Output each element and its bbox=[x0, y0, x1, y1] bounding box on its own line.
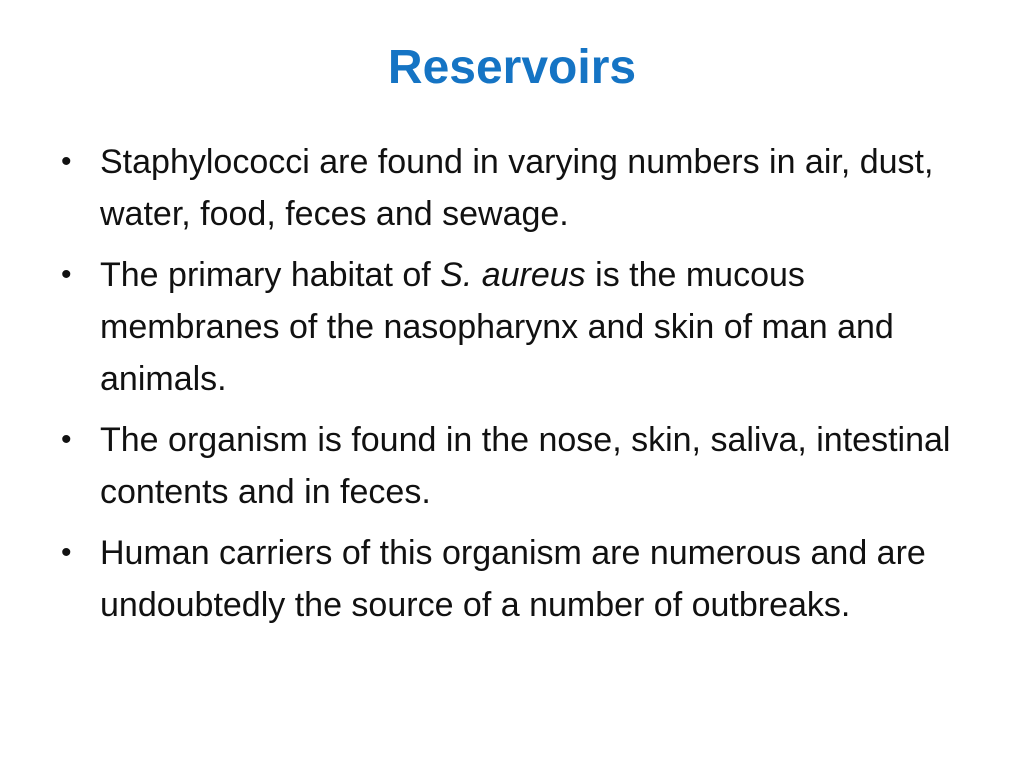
bullet-text-before: The primary habitat of bbox=[100, 256, 441, 294]
slide-title: Reservoirs bbox=[387, 41, 637, 94]
bullet-text: Human carriers of this organism are numerous and are undoubtedly the source of a number of outbreaks. bbox=[100, 534, 926, 624]
bullet-item bbox=[61, 249, 980, 405]
bullet-dot-icon: • bbox=[61, 423, 72, 456]
bullet-dot-icon: • bbox=[61, 536, 72, 569]
bullet-item bbox=[61, 136, 980, 240]
bullet-item bbox=[61, 527, 980, 631]
bullet-list bbox=[61, 136, 980, 640]
bullet-text: Staphylococci are found in varying numbers in air, dust, water, food, feces and sewage. bbox=[100, 143, 934, 233]
bullet-text-after: is the mucous membranes of the nasopharynx and skin of man and animals. bbox=[100, 256, 894, 398]
species-name-italic: S. aureus bbox=[440, 256, 586, 294]
bullet-text: The organism is found in the nose, skin, saliva, intestinal contents and in feces. bbox=[100, 421, 951, 511]
bullet-item bbox=[61, 414, 980, 518]
bullet-dot-icon: • bbox=[61, 145, 72, 178]
bullet-dot-icon: • bbox=[61, 258, 72, 291]
